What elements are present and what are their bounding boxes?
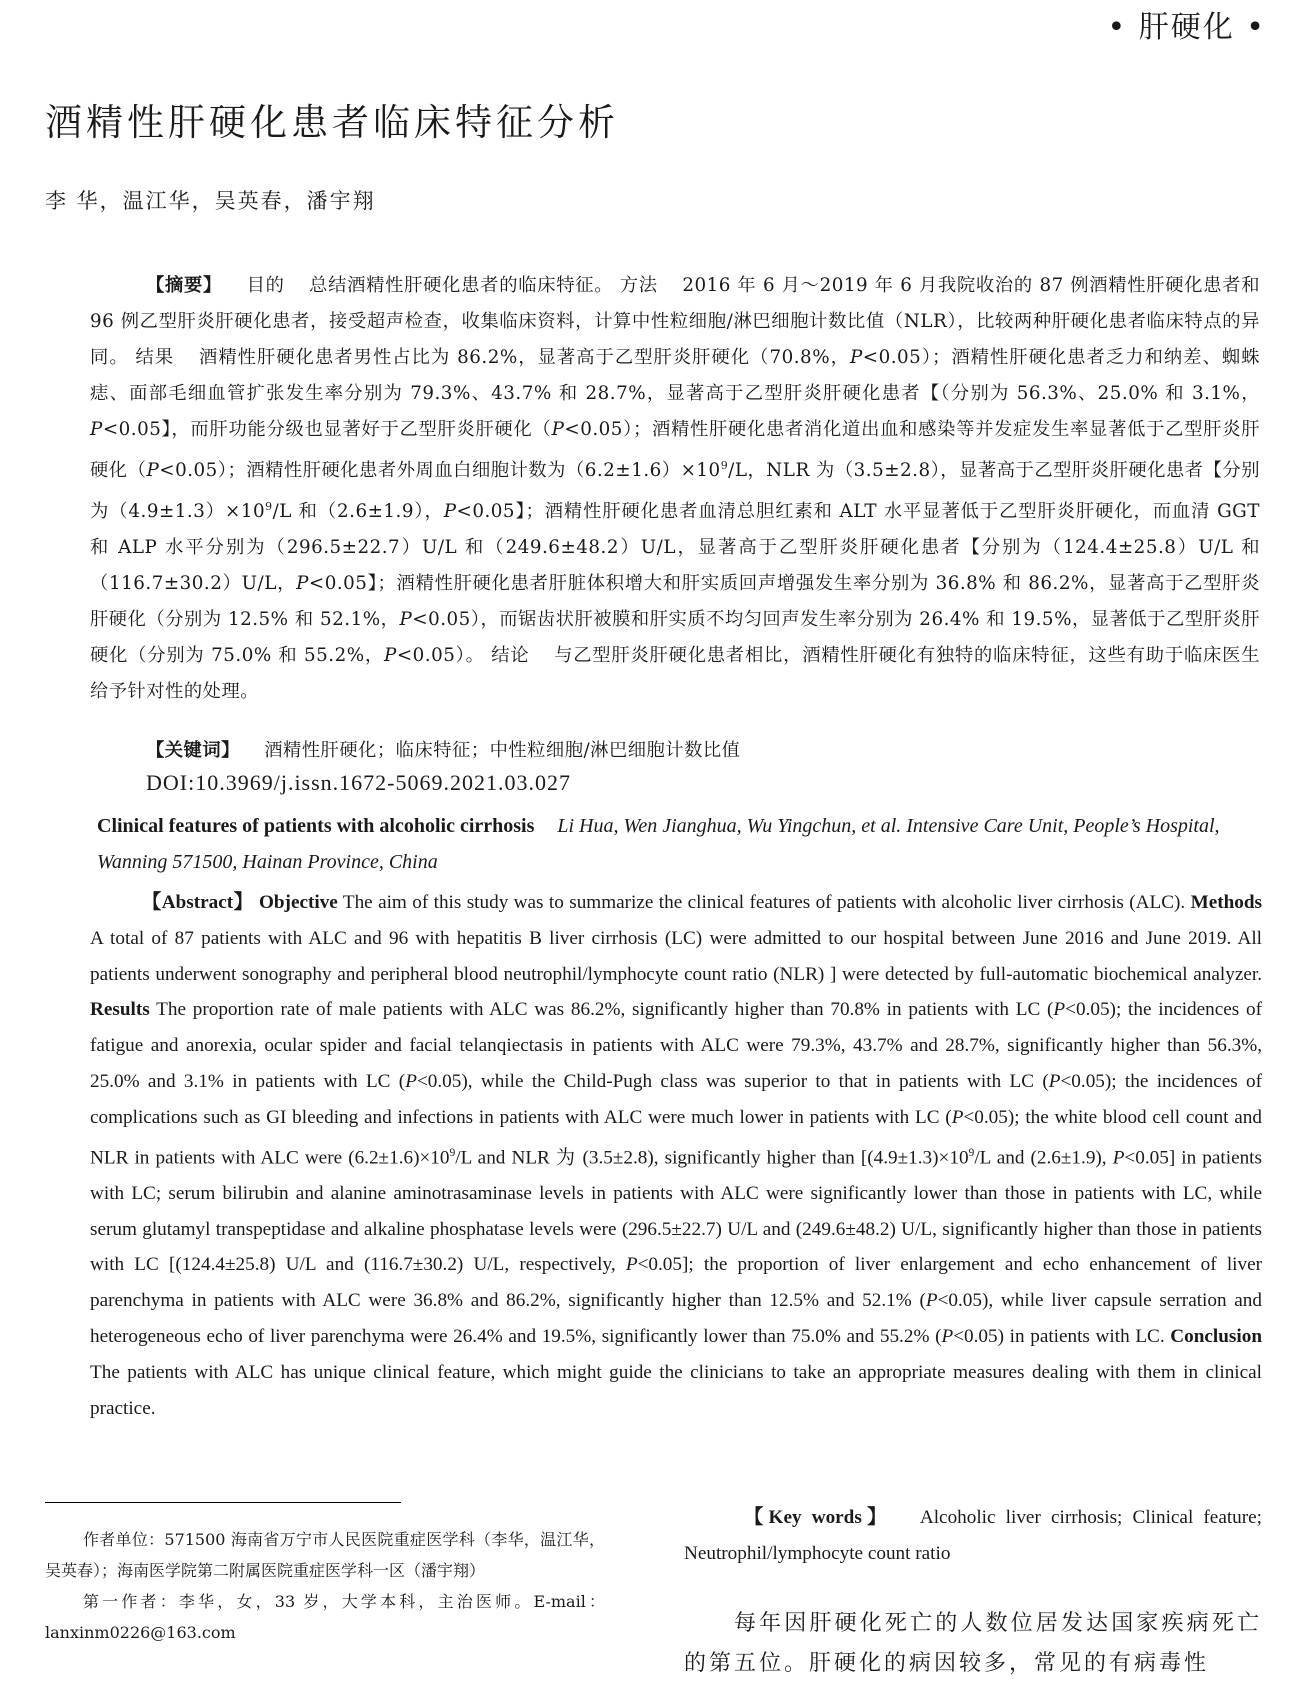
results-text: <0.05】，而肝功能分级也显著好于乙型肝炎肝硬化（ [102, 419, 552, 440]
p-value-symbol: P [405, 1070, 417, 1092]
conclusion-text: 与乙型肝炎肝硬化患者相比，酒精性肝硬化有独特的临床特征，这些有助于临床医生给予针对性的处理。 [90, 645, 1261, 703]
p-value-symbol: P [925, 1290, 938, 1312]
results-text: <0.05]; the proportion of liver enlargement and echo enhancement of liver parenchyma in patients with ALC were 36.8% and 86.2%, significantly higher than 12.5% and 52.1% ( [90, 1254, 1262, 1312]
footnotes [45, 1524, 605, 1648]
results-text: <0.05] in patients with LC; serum bilirubin and alanine aminotrasaminase levels in patients with ALC were significantly lower than those in patients with LC, while serum glutamyl transpeptidase and alkaline phosphatase levels were (296.5±22.7) U/L and (249.6±48.2) U/L, significantly higher than those in patients with LC [(124.4±25.8) U/L and (116.7±30.2) U/L, respectively, [90, 1146, 1262, 1276]
p-value-symbol: P [90, 419, 103, 440]
p-value-symbol: P [1053, 999, 1066, 1021]
results-text: <0.05); the incidences of fatigue and anorexia, ocular spider and facial telanqiectasis in patients with ALC were 79.3%, 43.7% and 28.7%, significantly higher than 56.3%, 25.0% and 3.1% in patients with LC ( [90, 999, 1263, 1092]
p-value-symbol: P [551, 419, 565, 440]
results-text: /L and NLR 为 (3.5±2.8), significantly higher than [(4.9±1.3)×10 [455, 1146, 969, 1168]
results-text: <0.05】；酒精性肝硬化患者肝脏体积增大和肝实质回声增强发生率分别为 36.8% 和 86.2%，显著高于乙型肝炎肝硬化（分别为 12.5% 和 52.1%， [90, 573, 1260, 631]
results-text: /L and (2.6±1.9), [974, 1146, 1113, 1168]
chinese-keywords [146, 736, 740, 762]
p-value-symbol: P [296, 573, 309, 595]
results-text: <0.05); the white blood cell count and NLR in patients with ALC were (6.2±1.6)×10 [90, 1106, 1262, 1168]
results-text: /L 和（2.6±1.9）， [272, 501, 444, 523]
exponent: 9 [265, 500, 273, 514]
objective-text: The aim of this study was to summarize the clinical features of patients with alcoholic liver cirrhosis (ALC). [342, 892, 1186, 913]
results-text: /L，NLR 为（3.5±2.8），显著高于乙型肝炎肝硬化患者【分别为（4.9±1.3）×10 [90, 460, 1261, 523]
p-value-symbol: P [399, 609, 413, 631]
methods-text: A total of 87 patients with ALC and 96 with hepatitis B liver cirrhosis (LC) were admitted to our hospital between June 2016 and June 2019. All patients underwent sonography and peripheral blood neutrophil/lymphocyte count ratio (NLR) ] were detected by full-automatic biochemical analyzer. [90, 927, 1262, 985]
author-affiliation-footnote: 作者单位：571500 海南省万宁市人民医院重症医学科（李华，温江华，吴英春）；海南医学院第二附属医院重症医学科一区（潘宇翔） [45, 1530, 605, 1580]
footnote-divider [45, 1502, 401, 1503]
p-value-symbol: P [1048, 1070, 1061, 1092]
doi: DOI:10.3969/j.issn.1672-5069.2021.03.027 [146, 770, 571, 795]
article-title: 酒精性肝硬化患者临床特征分析 [45, 101, 619, 144]
conclusion-text: The patients with ALC has unique clinical feature, which might guide the clinicians to take an appropriate measures dealing with them in clinical practice. [90, 1361, 1262, 1419]
exponent: 9 [968, 1146, 975, 1159]
methods-label: 方法 [619, 275, 658, 296]
exponent: 9 [449, 1146, 456, 1159]
keywords-text: 酒精性肝硬化；临床特征；中性粒细胞/淋巴细胞计数比值 [264, 740, 741, 761]
english-title-block [97, 808, 1262, 880]
results-label: 结果 [135, 347, 175, 368]
objective-label: 目的 [246, 275, 285, 296]
results-text: The proportion rate of male patients with ALC was 86.2%, significantly higher than 70.8% in patients with LC ( [156, 999, 1054, 1021]
p-value-symbol: P [1112, 1146, 1125, 1168]
results-text: <0.05) in patients with LC. [953, 1325, 1165, 1347]
results-text: <0.05）；酒精性肝硬化患者乏力和纳差、蜘蛛痣、面部毛细血管扩张发生率分别为 79.3%、43.7% 和 28.7%，显著高于乙型肝炎肝硬化患者【（分别为 56.3%、25.0% 和 3.1%， [90, 347, 1260, 404]
results-text: <0.05），而锯齿状肝被膜和肝实质不均匀回声发生率分别为 26.4% 和 19.5%，显著低于乙型肝炎肝硬化（分别为 75.0% 和 55.2%， [90, 609, 1260, 667]
english-abstract [90, 885, 1262, 1426]
methods-text: 2016 年 6 月～2019 年 6 月我院收治的 87 例酒精性肝硬化患者和 96 例乙型肝炎肝硬化患者，接受超声检查，收集临床资料，计算中性粒细胞/淋巴细胞计数比值（NLR），比较两种肝硬化患者临床特点的异同。 [90, 275, 1261, 368]
results-text: <0.05); the incidences of complications such as GI bleeding and infections in patients with ALC were much lower in patients with LC ( [90, 1070, 1263, 1128]
results-label: Results [90, 999, 150, 1021]
section-tag: • 肝硬化 • [1107, 10, 1266, 45]
exponent: 9 [720, 459, 729, 472]
methods-label: Methods [1190, 892, 1263, 913]
abstract-label: 【摘要】 [146, 275, 223, 296]
chinese-abstract [90, 268, 1260, 710]
keywords-text: Alcoholic liver cirrhosis; Clinical feature; Neutrophil/lymphocyte count ratio [684, 1507, 1263, 1564]
p-value-symbol: P [849, 347, 863, 368]
keywords-label: 【Key words】 [744, 1507, 892, 1528]
first-author-footnote: 第一作者：李华，女，33 岁，大学本科，主治医师。E-mail：lanxinm0226@163.com [45, 1592, 605, 1642]
english-keywords [684, 1500, 1262, 1572]
objective-text: 总结酒精性肝硬化患者的临床特征。 [309, 275, 614, 296]
p-value-symbol: P [443, 501, 457, 523]
results-text: <0.05）；酒精性肝硬化患者消化道出血和感染等并发症发生率显著低于乙型肝炎肝硬化（ [90, 419, 1260, 482]
abstract-label: 【Abstract】 [142, 892, 254, 913]
keywords-label: 【关键词】 [146, 740, 240, 761]
results-text: <0.05）；酒精性肝硬化患者外周血白细胞计数为（6.2±1.6）×10 [159, 460, 721, 482]
p-value-symbol: P [951, 1106, 964, 1128]
p-value-symbol: P [625, 1254, 638, 1276]
body-text [684, 1604, 1262, 1684]
english-title: Clinical features of patients with alcoholic cirrhosis [97, 815, 535, 837]
conclusion-label: Conclusion [1170, 1325, 1262, 1347]
english-affiliation: Li Hua, Wen Jianghua, Wu Yingchun, et al. Intensive Care Unit, People’s Hospital, Wanning 571500, Hainan Province, China [97, 815, 1220, 873]
author-list: 李 华，温江华，吴英春，潘宇翔 [45, 189, 376, 213]
results-text: 酒精性肝硬化患者男性占比为 86.2%，显著高于乙型肝炎肝硬化（70.8%， [199, 347, 850, 368]
p-value-symbol: P [384, 645, 397, 667]
intro-paragraph: 每年因肝硬化死亡的人数位居发达国家疾病死亡的第五位。肝硬化的病因较多，常见的有病毒性 [684, 1611, 1262, 1676]
conclusion-label: 结论 [491, 645, 530, 667]
results-text: <0.05), while the Child-Pugh class was superior to that in patients with LC ( [416, 1070, 1049, 1092]
results-text: <0.05）。 [396, 645, 485, 667]
p-value-symbol: P [941, 1325, 954, 1347]
objective-label: Objective [258, 892, 338, 913]
p-value-symbol: P [146, 460, 160, 482]
results-text: <0.05), while liver capsule serration and heterogeneous echo of liver parenchyma were 26.4% and 19.5%, significantly lower than 75.0% and 55.2% ( [90, 1290, 1262, 1347]
results-text: <0.05】；酒精性肝硬化患者血清总胆红素和 ALT 水平显著低于乙型肝炎肝硬化，而血清 GGT 和 ALP 水平分别为（296.5±22.7）U/L 和（249.6±48.2）U/L，显著高于乙型肝炎肝硬化患者【分别为（124.4±25.8）U/L 和（116.7±30.2）U/L， [90, 501, 1260, 595]
